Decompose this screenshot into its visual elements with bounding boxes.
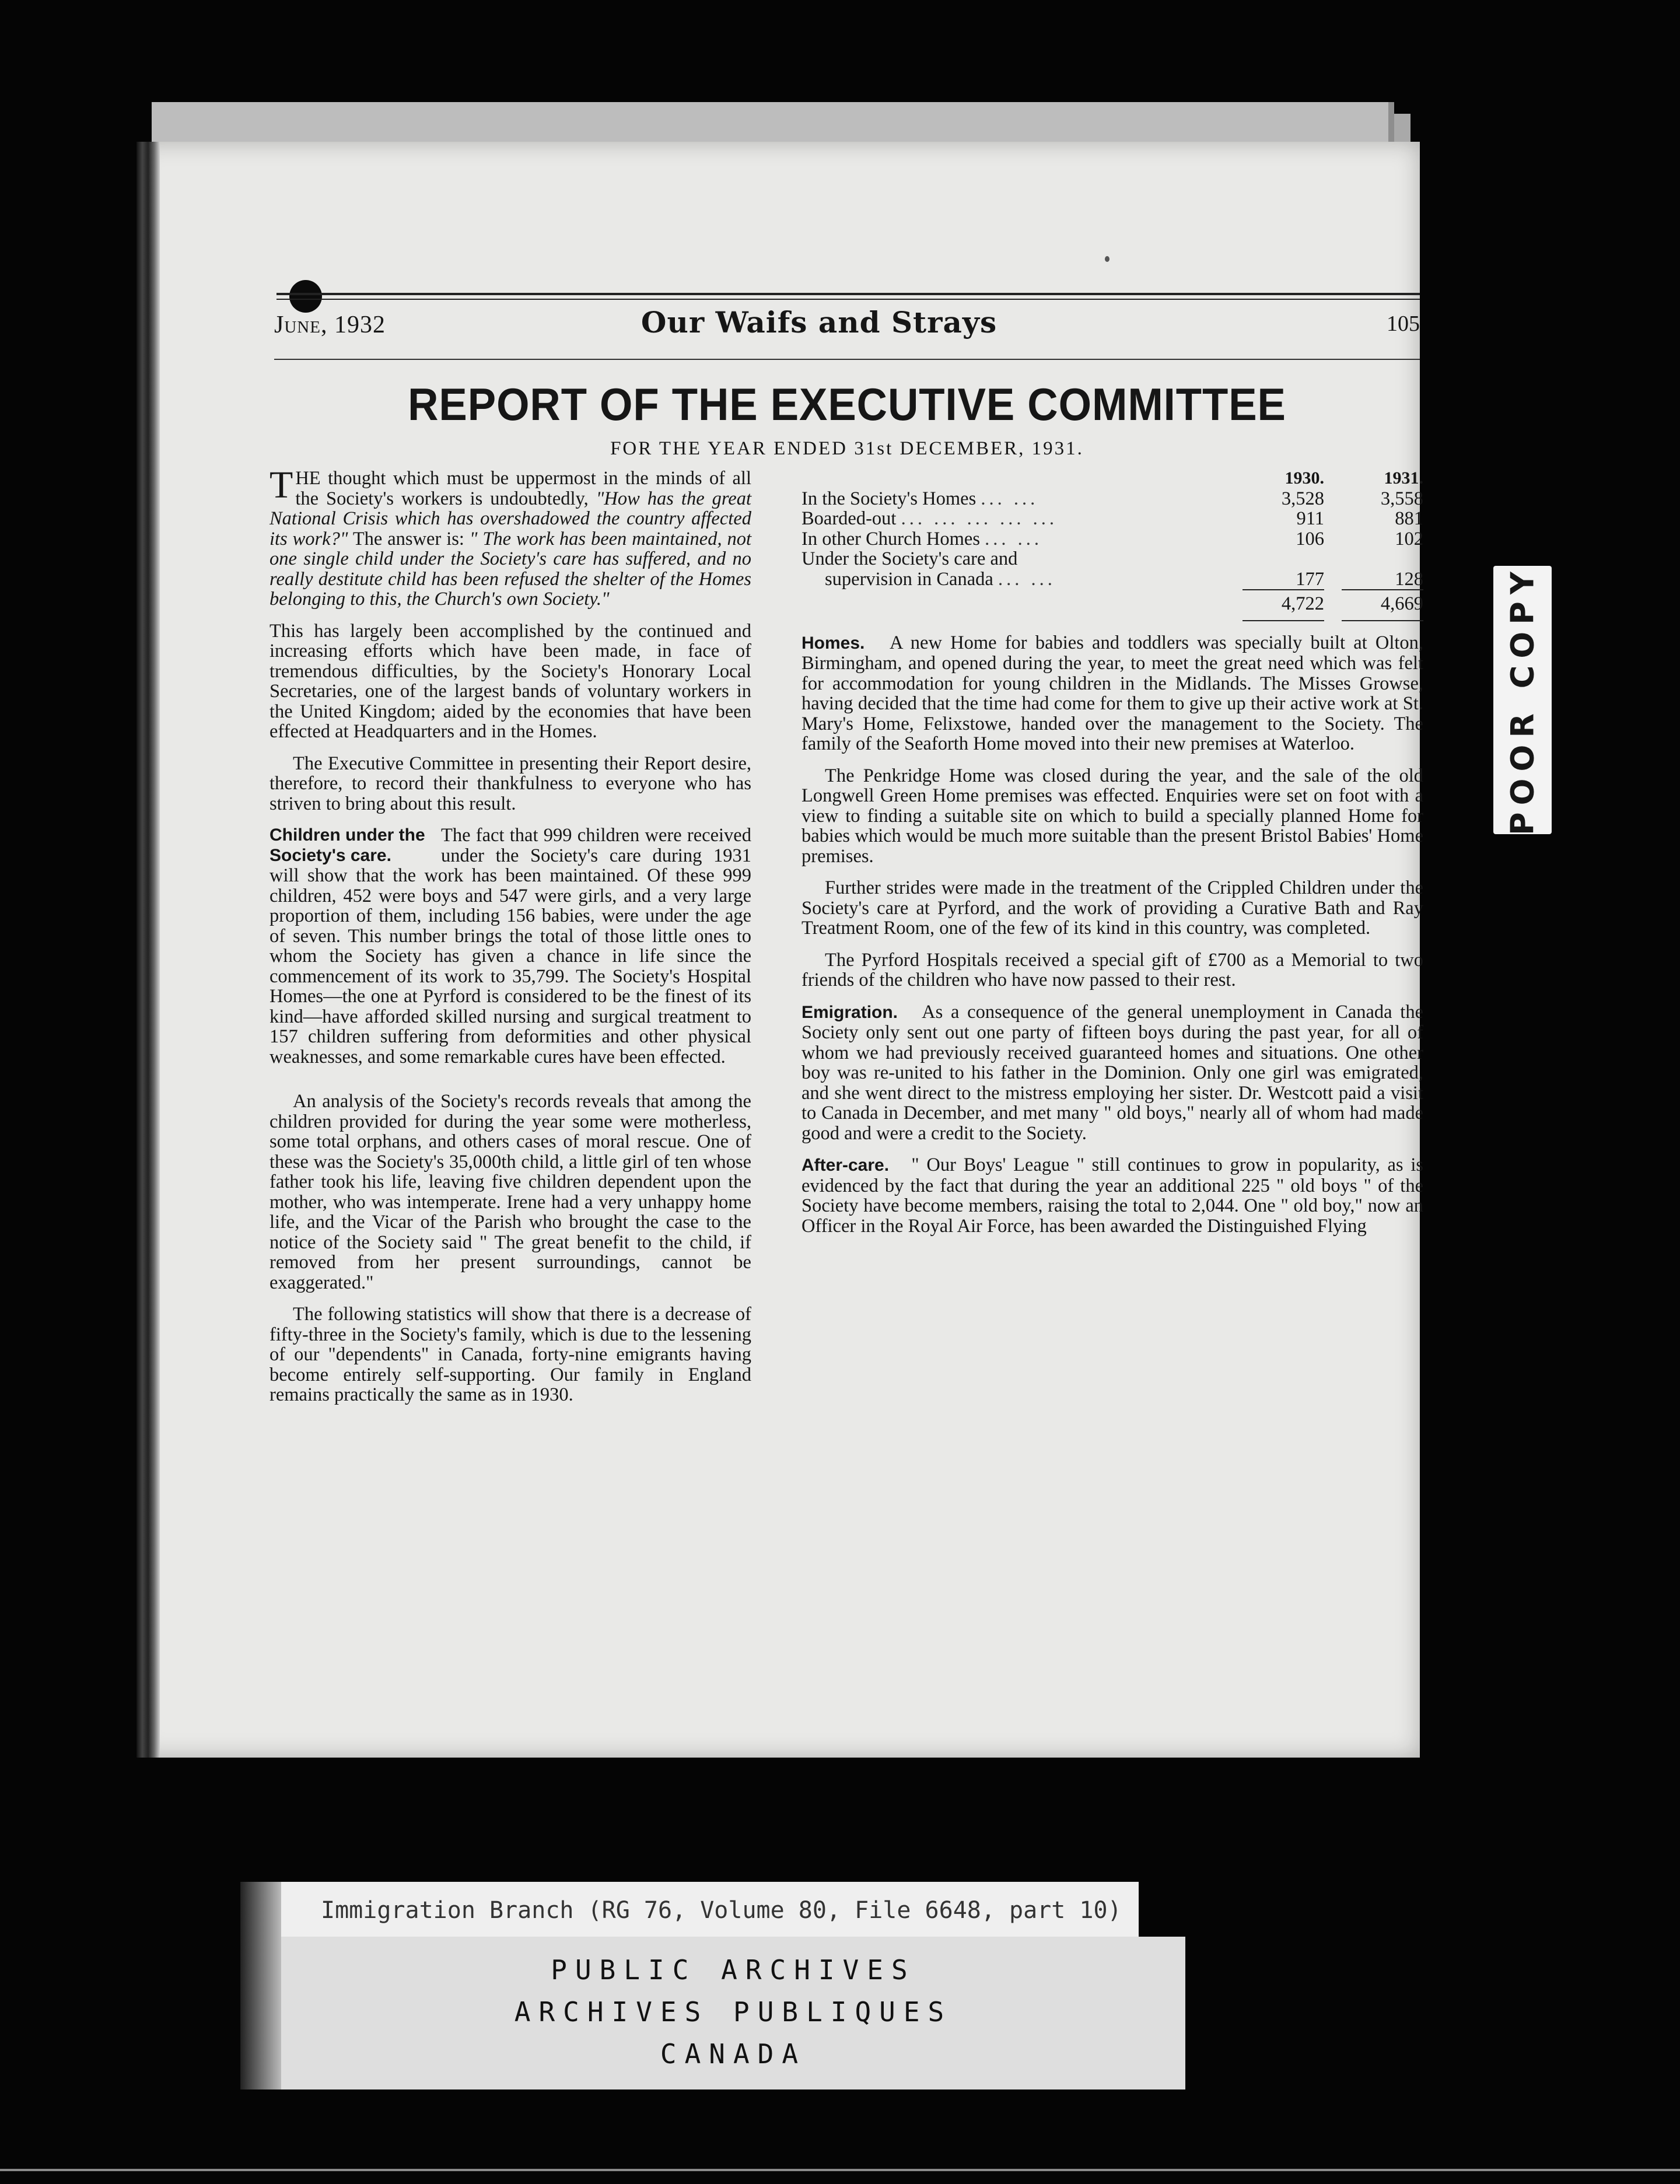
table-row <box>802 549 1423 569</box>
table-row <box>802 569 1423 590</box>
leader-dots: ... ... ... ... ... <box>901 508 1058 529</box>
torn-left-edge <box>240 1882 281 2090</box>
reference-text: Immigration Branch (RG 76, Volume 80, File 6648, part 10) <box>321 1897 1122 1924</box>
intro-paragraph <box>270 464 752 610</box>
page-binding <box>136 142 160 1758</box>
aftercare-text: " Our Boys' League " still continues to grow in popularity, as is evidenced by the fact that during the year an additional 225 " old boys " of the Society have become members, raising the total to 2,044. One " old boy," now an Officer in the Royal Air Force, has been awarded the Distinguished Flying <box>802 1154 1423 1237</box>
right-column <box>802 468 1423 1248</box>
document-page <box>136 142 1424 1758</box>
row-label: supervision in Canada <box>825 568 993 590</box>
stats-header-row <box>802 468 1423 489</box>
children-section <box>270 825 751 1067</box>
penkridge-paragraph: The Penkridge Home was closed during the year, and the sale of the old Longwell Green Home premises was effected. Enquiries were set on foot with a view to finding a suitable site on which to build a specially planned Home for babies which would be much more suitable than the present Bristol Babies' Home premises. <box>802 765 1423 867</box>
homes-text: A new Home for babies and toddlers was specially built at Olton, Birmingham, and opened during the year, to meet the great need which was felt for accommodation for young children in the Midlands. The Misses Growse, having decided that the time had come for them to give up their active work at St. Mary's Home, Felixstowe, handed over the management to the Society. The family of the Seaforth Home moved into their new premises at Waterloo. <box>802 632 1424 754</box>
children-heading: Children under the Society's care. <box>270 825 425 865</box>
intro-answer-lead: The answer is: <box>348 528 470 550</box>
ink-speck <box>1105 256 1110 262</box>
pyrford-paragraph: The Pyrford Hospitals received a special gift of £700 as a Memorial to two friends of the children who have now passed to their rest. <box>802 949 1423 991</box>
row-label: In other Church Homes <box>802 528 980 550</box>
total-1931: 4,669 <box>1342 589 1423 621</box>
header-rule <box>276 293 1420 300</box>
table-row <box>802 489 1423 509</box>
value-1930: 3,528 <box>1281 488 1324 509</box>
leader-dots: ... ... <box>985 528 1042 550</box>
row-label: Under the Society's care and <box>802 548 1018 569</box>
report-subtitle: FOR THE YEAR ENDED 31st DECEMBER, 1931. <box>610 438 1084 459</box>
emigration-text: As a consequence of the general unemployment in Canada the Society only sent out one party of fifteen boys during the past year, for all of whom we had previously received guaranteed homes and situations. One other boy was re-united to his father in the Dominion. Only one girl was emigrated, and she went direct to the mistress employing her sister. Dr. Westcott paid a visit to Canada in December, and met many " old boys," nearly all of whom had made good and were a credit to the Society. <box>802 1001 1423 1144</box>
spacer <box>270 1079 751 1091</box>
film-bottom-rule <box>0 2169 1680 2171</box>
table-row <box>802 529 1423 550</box>
stamp-text: POOR COPY <box>1504 565 1541 835</box>
row-label: Boarded-out <box>802 508 897 529</box>
issue-date: June, 1932 <box>274 312 386 338</box>
page-number: 105 <box>1387 312 1420 336</box>
total-1930: 4,722 <box>1242 589 1324 621</box>
emigration-section <box>802 1002 1423 1144</box>
statistics-table <box>802 468 1423 621</box>
row-label: In the Society's Homes <box>802 488 977 509</box>
archives-line-2: ARCHIVES PUBLIQUES <box>514 1996 953 2028</box>
archives-line-1: PUBLIC ARCHIVES <box>551 1954 916 1986</box>
strides-paragraph: Further strides were made in the treatment of the Crippled Children under the Society's care at Pyrford, and the work of providing a Curative Bath and Ray Treatment Room, one of the few of its kind in this country, was completed. <box>802 877 1423 939</box>
value-1931: 102 <box>1395 528 1423 550</box>
intro-lead: HE thought which must be uppermost in the minds of all the Society's workers is undoubtedly, <box>295 468 751 509</box>
report-title: REPORT OF THE EXECUTIVE COMMITTEE <box>408 379 1286 430</box>
col-1930-header: 1930. <box>1284 468 1324 488</box>
table-row <box>802 509 1423 529</box>
intro-answer: " The work has been maintained, not one single child under the Society's care has suffered, and no really destitute child has been refused the shelter of the Homes belonging to this, the Church's own Society." <box>270 528 751 610</box>
aftercare-section <box>802 1155 1423 1236</box>
value-1930: 106 <box>1296 528 1324 550</box>
homes-section <box>802 633 1423 754</box>
value-1931: 881 <box>1395 508 1423 529</box>
accomplished-paragraph: This has largely been accomplished by the continued and increasing efforts which have been made, in face of tremendous difficulties, by the Society's Honorary Local Secretaries, one of the largest bands of voluntary workers in the United Kingdom; aided by the economies that have been effected at Headquarters and in the Homes. <box>270 620 751 742</box>
aftercare-heading: After-care. <box>802 1156 890 1175</box>
analysis-paragraph: An analysis of the Society's records reveals that among the children provided for during the year some were motherless, some total orphans, and others cases of moral rescue. One of these was the Society's 35,000th child, a little girl of ten whose father took his life, leaving five children dependent upon the mother, who was intemperate. Irene had a very unhappy home life, and the Vicar of the Parish who brought the case to the notice of the Society said " The great benefit to the child, if removed from her present surroundings, cannot be exaggerated." <box>270 1091 751 1293</box>
intro-question: "How has the great National Crisis which has overshadowed the country affected its work?" <box>270 488 752 550</box>
poor-copy-stamp <box>1493 566 1552 834</box>
masthead-rule <box>274 359 1420 360</box>
value-1930: 911 <box>1296 508 1324 529</box>
thanks-paragraph: The Executive Committee in presenting their Report desire, therefore, to record their thankfulness to everyone who has striven to bring about this result. <box>270 752 751 814</box>
archives-line-3: CANADA <box>660 2038 807 2070</box>
leader-dots: ... ... <box>998 568 1056 590</box>
value-1931: 3,558 <box>1380 488 1423 509</box>
leader-dots: ... ... <box>981 488 1039 509</box>
col-1931-header: 1931. <box>1384 468 1423 488</box>
journal-title: Our Waifs and Strays <box>640 305 998 340</box>
total-row <box>802 589 1423 621</box>
statistics-paragraph: The following statistics will show that there is a decrease of fifty-three in the Society's family, which is due to the lessening of our "dependents" in Canada, forty-nine emigrants having become entirely self-supporting. Our family in England remains practically the same as in 1930. <box>270 1304 751 1405</box>
value-1930: 177 <box>1296 568 1324 590</box>
drop-cap: T <box>270 464 293 506</box>
archive-label <box>240 1882 1185 2090</box>
emigration-heading: Emigration. <box>802 1002 898 1022</box>
homes-heading: Homes. <box>802 633 865 653</box>
children-text: The fact that 999 children were received under the Society's care during 1931 will show that the work has been maintained. Of these 999 children, 452 were boys and 547 were girls, and a very large proportion of them, including 156 babies, were under the age of seven. This number brings the total of those little ones to whom the Society has given a chance in life since the commencement of its work to 35,799. The Society's Hospital Homes—the one at Pyrford is considered to be the finest of its kind—have afforded skilled nursing and surgical treatment to 157 children suffering from deformities and other physical weaknesses, and some remarkable cures have been effected. <box>270 825 751 1068</box>
left-column <box>270 464 752 1417</box>
value-1931: 128 <box>1395 568 1423 590</box>
